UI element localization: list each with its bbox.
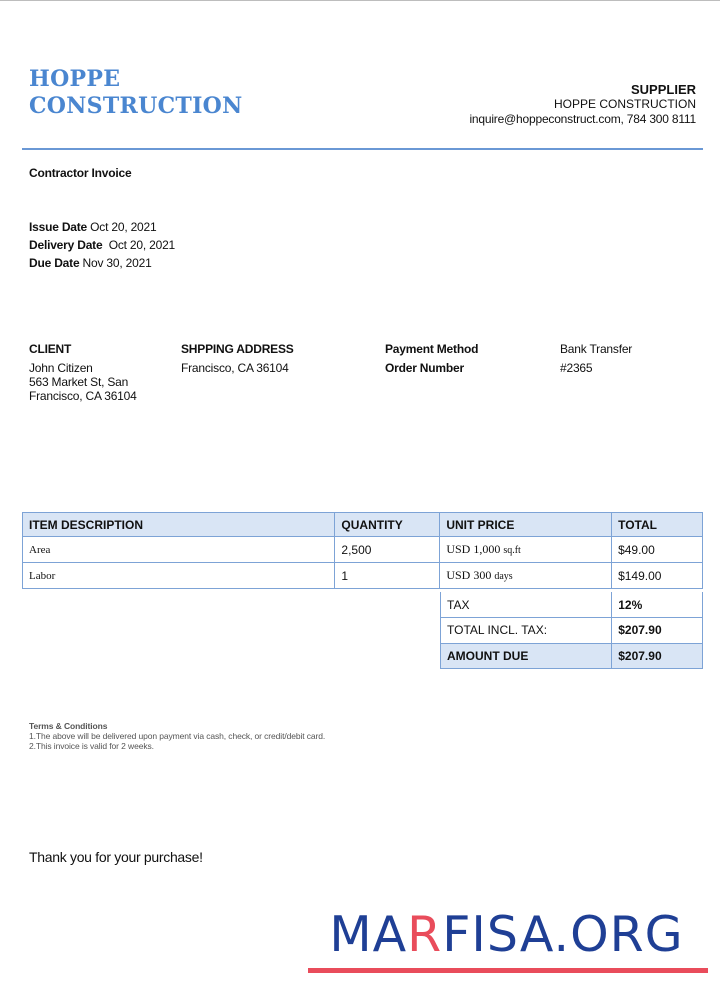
due-date-label: Due Date <box>29 256 80 270</box>
unit-price-unit: sq.ft <box>503 545 521 556</box>
watermark-part-3: FISA.ORG <box>442 906 684 963</box>
terms-title: Terms & Conditions <box>29 721 108 731</box>
summary-table <box>440 592 703 669</box>
item-description: Area <box>23 537 335 563</box>
amount-due-value: $207.90 <box>612 643 703 669</box>
amount-due-label: AMOUNT DUE <box>441 643 612 669</box>
delivery-date-label: Delivery Date <box>29 238 103 252</box>
unit-price-amount: USD 1,000 <box>446 542 504 556</box>
shipping-block <box>181 342 371 375</box>
delivery-date-value: Oct 20, 2021 <box>102 238 176 252</box>
amount-due-row <box>441 643 703 669</box>
payment-method-label: Payment Method <box>385 342 479 356</box>
unit-price-amount: USD 300 <box>446 568 495 582</box>
items-table-header <box>23 513 703 537</box>
tax-row <box>441 592 703 618</box>
client-block <box>29 342 169 403</box>
company-logo-text: HOPPE CONSTRUCTION <box>29 66 243 119</box>
table-row <box>23 563 703 589</box>
item-quantity: 1 <box>335 563 440 589</box>
shipping-address: Francisco, CA 36104 <box>181 361 289 375</box>
supplier-name: HOPPE CONSTRUCTION <box>553 97 696 111</box>
document-title: Contractor Invoice <box>29 166 132 180</box>
item-total: $149.00 <box>612 563 703 589</box>
payment-method-value: Bank Transfer <box>560 342 633 356</box>
payment-labels <box>385 342 545 375</box>
item-total: $49.00 <box>612 537 703 563</box>
tax-value: 12% <box>612 592 703 618</box>
issue-date-row <box>29 218 175 236</box>
payment-values <box>560 342 700 375</box>
table-row <box>23 537 703 563</box>
item-unit-price <box>440 537 612 563</box>
supplier-contact: inquire@hoppeconstruct.com, 784 300 8111 <box>469 112 696 126</box>
header-quantity: QUANTITY <box>335 513 440 537</box>
header-total: TOTAL <box>612 513 703 537</box>
terms-line-2: 2.This invoice is valid for 2 weeks. <box>29 741 154 751</box>
header-item-description: ITEM DESCRIPTION <box>23 513 335 537</box>
client-address-line1: 563 Market St, San <box>29 375 129 389</box>
client-title: CLIENT <box>29 342 72 356</box>
client-address-line2: Francisco, CA 36104 <box>29 389 137 403</box>
item-description: Labor <box>23 563 335 589</box>
tax-label: TAX <box>441 592 612 618</box>
due-date-value: Nov 30, 2021 <box>79 256 152 270</box>
item-quantity: 2,500 <box>335 537 440 563</box>
item-unit-price <box>440 563 612 589</box>
terms-block <box>29 721 325 751</box>
delivery-date-row <box>29 236 175 254</box>
total-row <box>441 618 703 644</box>
header-unit-price: UNIT PRICE <box>440 513 612 537</box>
unit-price-unit: days <box>494 571 513 582</box>
watermark-part-1: MA <box>329 906 408 963</box>
top-divider <box>0 0 720 1</box>
total-label: TOTAL INCL. TAX: <box>441 618 612 644</box>
client-name: John Citizen <box>29 361 93 375</box>
issue-date-label: Issue Date <box>29 220 88 234</box>
order-number-label: Order Number <box>385 361 464 375</box>
watermark-part-2: R <box>407 906 443 963</box>
supplier-title: SUPPLIER <box>630 82 696 97</box>
items-table <box>22 512 703 589</box>
total-value: $207.90 <box>612 618 703 644</box>
watermark-underline <box>308 968 708 973</box>
thank-you-message: Thank you for your purchase! <box>29 849 203 865</box>
terms-line-1: 1.The above will be delivered upon payment via cash, check, or credit/debit card. <box>29 731 326 741</box>
supplier-block <box>469 82 696 127</box>
due-date-row <box>29 254 175 272</box>
issue-date-value: Oct 20, 2021 <box>87 220 157 234</box>
dates-block <box>29 218 175 272</box>
order-number-value: #2365 <box>560 361 593 375</box>
watermark-logo <box>305 906 708 964</box>
header-divider <box>22 148 703 150</box>
shipping-title: SHPPING ADDRESS <box>181 342 294 356</box>
